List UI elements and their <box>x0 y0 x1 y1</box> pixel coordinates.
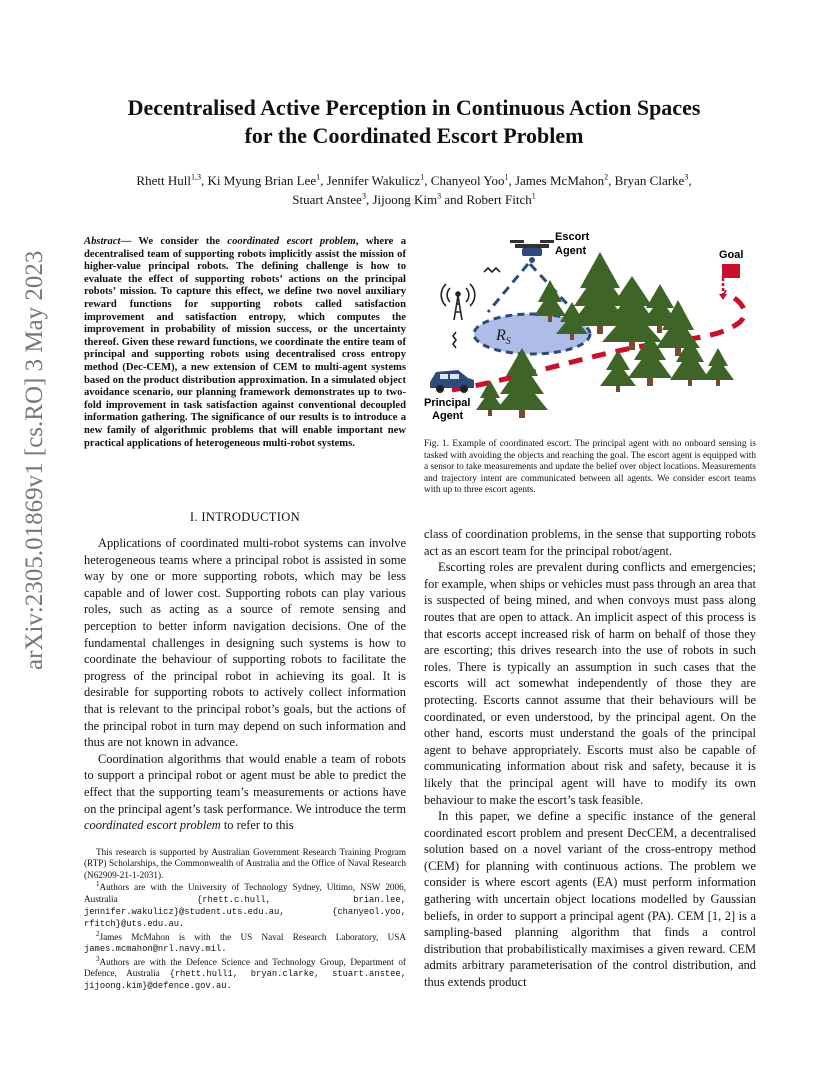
author-affiliation: 1 <box>504 172 509 182</box>
author-name: Rhett Hull <box>136 173 191 188</box>
footnote-email: {rhett.hull1, bryan.clarke, stuart.anstee, jijoong.kim}@defence.gov.au. <box>84 969 406 992</box>
figure-1-illustration <box>422 230 758 426</box>
footnote-text: Authors are with the University of Technology Sydney, Ultimo, NSW 2006, Australia <box>84 882 406 904</box>
footnote-3 <box>84 954 406 993</box>
author-name: Bryan Clarke <box>614 173 685 188</box>
tree-icon <box>496 348 548 418</box>
section-heading-introduction: I. INTRODUCTION <box>189 510 301 524</box>
footnote-marker: 3 <box>96 954 100 963</box>
paragraph: class of coordination problems, in the sense that supporting robots act as an escort team for the principal robot/agent. <box>424 527 756 558</box>
footnote-funding: This research is supported by Australian Government Research Training Program (RTP) Scholarships, the Commonwealth of Australia and the Office of Naval Research (N62909-21-1-2031). <box>84 847 406 880</box>
footnote-1 <box>84 882 406 931</box>
paper-title <box>40 94 788 150</box>
radio-tower-icon <box>441 284 475 320</box>
footnote-marker: 1 <box>96 880 100 889</box>
author-separator: , <box>200 173 208 188</box>
footnote-2 <box>84 929 406 956</box>
paragraph-text: Coordination algorithms that would enable a team of robots to support a principal robot or agent must be able to predict the effect that the supporting team’s measurements or actions have on the principal agent’s task performance. We introduce the term <box>84 751 406 816</box>
tree-icon <box>702 348 734 386</box>
author-affiliation: 1,3 <box>190 172 201 182</box>
footnote-text: Authors are with the Defence Science and Technology Group, Department of Defence, Australia <box>84 956 406 979</box>
author-name: James McMahon <box>514 173 605 188</box>
abstract-dash: — <box>120 236 139 247</box>
goal-flag-icon <box>719 264 740 300</box>
author-name: Ki Myung Brian Lee <box>207 173 317 188</box>
footnote-email: james.mcmahon@nrl.navy.mil. <box>84 944 227 955</box>
signal-squiggle-icon <box>453 332 456 348</box>
author-affiliation: 3 <box>437 191 442 201</box>
footnote-marker: 2 <box>96 929 100 938</box>
principal-label-2: Agent <box>432 410 464 422</box>
left-column-body <box>84 535 406 834</box>
arxiv-watermark: arXiv:2305.01869v1 [cs.RO] 3 May 2023 <box>21 250 48 670</box>
figure-1 <box>422 230 758 426</box>
tree-icon <box>534 280 566 322</box>
escort-label-2: Agent <box>555 245 587 257</box>
author-affiliation: 1 <box>531 191 536 201</box>
author-name: Jennifer Wakulicz <box>326 173 421 188</box>
signal-squiggle-icon <box>484 268 500 272</box>
footnotes <box>84 847 406 994</box>
author-separator: , <box>508 173 515 188</box>
rs-label: $R_S$ <box>496 327 511 347</box>
author-name: Robert Fitch <box>466 192 532 207</box>
title-line-2: for the Coordinated Escort Problem <box>244 123 584 148</box>
sensor-cone-left <box>488 264 528 312</box>
abstract-label: Abstract <box>84 236 121 247</box>
author-affiliation: 3 <box>684 172 689 182</box>
author-separator: , <box>608 173 615 188</box>
author-list <box>70 171 758 209</box>
paragraph-emphasis: coordinated escort problem <box>84 818 221 833</box>
footnote-text: James McMahon is with the US Naval Research Laboratory, USA <box>99 931 406 942</box>
author-line-1 <box>70 171 758 190</box>
abstract-emphasis: coordinated escort problem <box>227 236 356 247</box>
drone-icon <box>510 240 554 263</box>
author-separator: and <box>441 192 467 207</box>
abstract-text: , where a decentralised team of supporting robots implicitly assist the mission of higher-value principal robots. The defining challenge is how to evaluate the effect of supporting robots’ actions on the principal robots’ mission. To capture this effect, we define two novel auxiliary reward functions for supporting robots called satisfaction improvement and satisfaction entropy, which computes the improvement in probability of mission success, or the uncertainty thereof. Given these reward functions, we coordinate the entire team of principal and supporting robots using decentralised cross entropy method (Dec-CEM), a new extension of CEM to multi-agent systems based on the product distribution approximation. In a simulated object avoidance scenario, our planning framework demonstrates up to two-fold improvement in task satisfaction against conventional decoupled information gathering. The significance of our results is to introduce a new family of algorithmic problems that will enable important new practical applications of heterogeneous multi-robot systems. <box>84 236 407 449</box>
author-line-2 <box>70 190 758 209</box>
author-affiliation: 3 <box>361 191 366 201</box>
abstract <box>84 236 406 450</box>
abstract-text-pre: We consider the <box>138 236 228 247</box>
escort-label-1: Escort <box>555 231 590 243</box>
author-affiliation: 2 <box>604 172 609 182</box>
author-name: Chanyeol Yoo <box>430 173 505 188</box>
title-line-1: Decentralised Active Perception in Continuous Action Spaces <box>127 95 701 120</box>
paragraph: In this paper, we define a specific instance of the general coordinated escort problem and present DecCEM, a decentralised solution based on a novel variant of the cross-entropy method (CEM) for planning with continuous actions. The problem we consider is where escort agents (EA) must perform information gathering with uncertain object locations modelled by Gaussian beliefs, in order to support a principal agent (PA). CEM [1, 2] is a sampling-based planning algorithm that finds a control distribution that probabilistically maximises a given reward. CEM admits arbitrary parameterisation of the control distribution, and thus extends product <box>424 809 756 990</box>
author-name: Stuart Anstee <box>292 192 362 207</box>
paragraph: Applications of coordinated multi-robot systems can involve heterogeneous teams where a principal robot is assisted in some way by one or more supporting robots, which may be less capable and of lower cost. Supporting robots can play various roles, such as acting as a source of remote sensing and perception to better inform navigation decisions. One of the fundamental challenges in designing such systems is how to coordinate the behaviour of supporting robots to facilitate the progress of the principal robot in achieving its goal. It is desirable for supporting robots to actively collect information that is relevant to the principal robot’s goals, but the actions of the principal robot in turn may depend on such information and thus are not known in advance. <box>84 536 406 750</box>
right-column-body <box>424 526 756 991</box>
author-affiliation: 1 <box>316 172 321 182</box>
goal-label: Goal <box>719 249 744 261</box>
author-separator: , <box>424 173 431 188</box>
paragraph <box>84 751 406 834</box>
paragraph-text: to refer to this <box>220 818 294 833</box>
author-separator: , <box>688 173 692 188</box>
author-separator: , <box>320 173 327 188</box>
author-separator: , <box>365 192 373 207</box>
figure-1-caption: Fig. 1. Example of coordinated escort. The principal agent with no onboard sensing is tasked with avoiding the objects and reaching the goal. The escort agent is equipped with a sensor to take measurements and update the belief over object locations. Measurements and trajectory intent are communicated between all agents. We consider escort teams with up to three escort agents. <box>424 439 756 495</box>
author-affiliation: 1 <box>420 172 425 182</box>
paragraph: Escorting roles are prevalent during conflicts and emergencies; for example, when ships or vehicles must pass through an area that is suspected of being mined, and when convoys must pass along routes that are open to attack. An implicit aspect of this process is that escorts accept increased risk of harm on behalf of those they are escorting; this drives research into the use of robots in such roles. There is typically an assumption in such cases that the escorts will act somewhat independently of those they are protecting. Escorts cannot assume that their behaviours will be coordinated, or even understood, by the principal agent. On the other hand, escorts must understand the goals of the principal agent to behave appropriately. Escorts must also be capable of communicating information about risk and safety, because it is likely that the principal agent will have to modify its own behaviour to make the escort’s task feasible. <box>424 560 756 807</box>
author-name: Jijoong Kim <box>372 192 438 207</box>
footnote-email: {rhett.c.hull, brian.lee, jennifer.wakulicz}@student.uts.edu.au, {chanyeol.yoo, rfitch}@uts.edu.au. <box>84 894 406 930</box>
principal-label-1: Principal <box>424 397 471 409</box>
